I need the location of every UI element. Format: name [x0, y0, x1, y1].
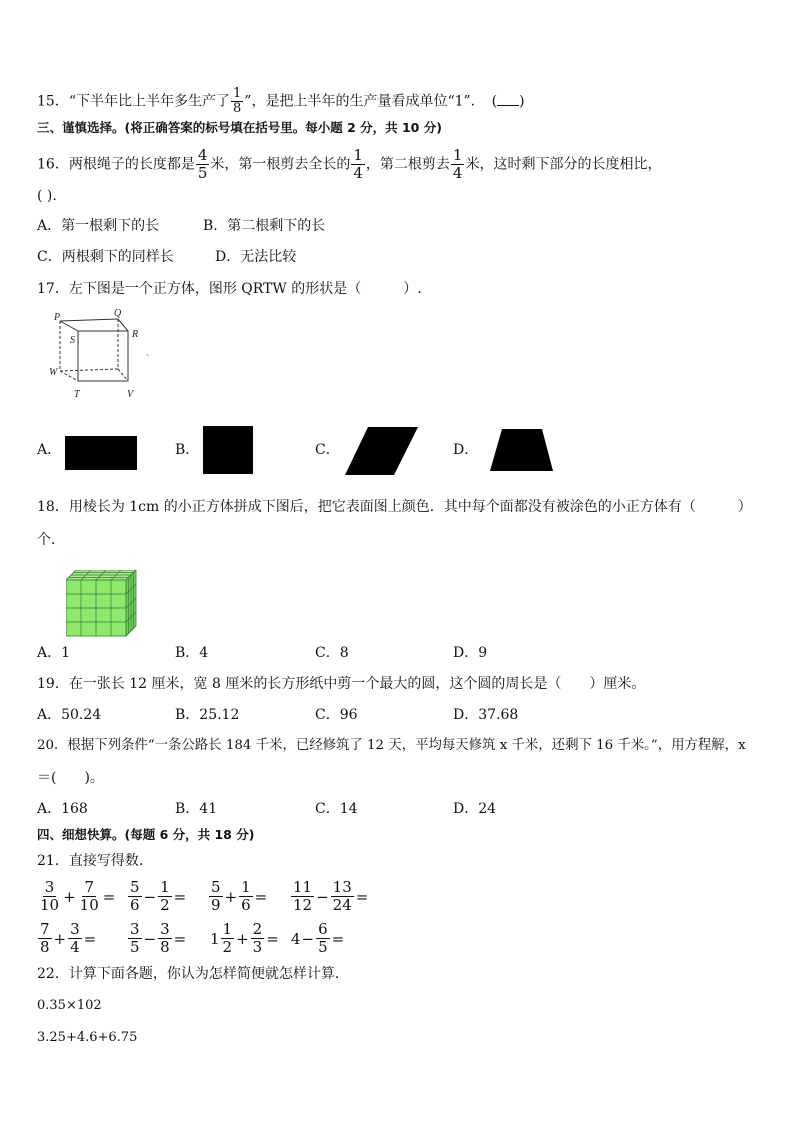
q19-option-d[interactable]: D．37.68 — [453, 707, 519, 723]
q19-option-b[interactable]: B．25.12 — [175, 707, 240, 723]
question-16: 16．两根绳子的长度都是 $\frac{4}{5}$ 米，第一根剪去全长的 $\frac{1}{4}$ ，第二根剪去 $\frac{1}{4}$ 米，这时剩下部分的长度相比， — [37, 146, 662, 182]
q16-fraction-3: $\frac{1}{4}$ — [452, 146, 463, 182]
calc-expression: $\frac{5}{6}$ − $\frac{1}{2}$ = — [130, 878, 187, 914]
question-17: 17．左下图是一个正方体，图形 QRTW 的形状是（ ）. — [37, 281, 422, 297]
section-4-heading: 四、细想快算。(每题 6 分，共 18 分) — [37, 827, 255, 842]
q17-cube-figure — [48, 307, 158, 403]
q16-option-b[interactable]: B．第二根剩下的长 — [203, 218, 326, 234]
q18-text-line2: 个． — [37, 532, 65, 548]
q16-fraction-1: $\frac{4}{5}$ — [197, 146, 208, 182]
question-20: 20．根据下列条件“一条公路长 184 千米，已经修筑了 12 天，平均每天修筑 x 千米，还剩下 16 千米。”，用方程解，x — [37, 738, 746, 753]
label-W: W — [49, 367, 58, 378]
q17-option-c[interactable]: C． — [315, 442, 340, 458]
q18-option-c[interactable]: C．8 — [315, 645, 349, 661]
label-R: R — [132, 329, 139, 340]
label-P: P — [54, 312, 61, 323]
q18-option-b[interactable]: B．4 — [175, 645, 209, 661]
q22-expression-1: 0.35×102 — [37, 998, 102, 1013]
q20-option-a[interactable]: A．168 — [37, 801, 88, 817]
calc-expression: $\frac{3}{10}$ + $\frac{7}{10}$ = — [40, 878, 116, 914]
q18-option-a[interactable]: A．1 — [37, 645, 71, 661]
q16-option-c[interactable]: C．两根剩下的同样长 — [37, 249, 174, 265]
q16-option-a[interactable]: A．第一根剩下的长 — [37, 218, 160, 234]
q20-option-b[interactable]: B．41 — [175, 801, 218, 817]
q18-option-d[interactable]: D．9 — [453, 645, 488, 661]
q19-option-a[interactable]: A．50.24 — [37, 707, 102, 723]
q15-number: 15． — [37, 93, 69, 110]
q17-option-d[interactable]: D． — [453, 442, 479, 458]
label-S: S — [70, 335, 75, 346]
q16-answer-parens[interactable]: ( ). — [37, 188, 57, 204]
label-V: V — [127, 389, 134, 400]
calc-expression: $\frac{3}{5}$ − $\frac{3}{8}$ = — [130, 920, 187, 956]
calc-expression: $\frac{11}{12}$ − $\frac{13}{24}$ = — [293, 878, 369, 914]
q19-option-c[interactable]: C．96 — [315, 707, 358, 723]
q16-option-d[interactable]: D．无法比较 — [215, 249, 297, 265]
q17-shape-b-square[interactable] — [202, 425, 254, 475]
q15-text-pre: “下半年比上半年多生产了 — [68, 93, 230, 110]
q15-fraction: $\frac{1}{8}$ — [233, 86, 242, 116]
q20-text-line2: ＝( )。 — [37, 770, 104, 786]
calc-expression: $\frac{7}{8}$ + $\frac{3}{4}$ = — [40, 920, 97, 956]
q17-shape-c-parallelogram[interactable] — [344, 426, 420, 476]
section-3-heading: 三、谨慎选择。(将正确答案的标号填在括号里。每小题 2 分，共 10 分) — [37, 120, 442, 135]
q22-expression-2: 3.25+4.6+6.75 — [37, 1030, 138, 1045]
svg-text:、: 、 — [146, 348, 154, 357]
question-19: 19．在一张长 12 厘米，宽 8 厘米的长方形纸中剪一个最大的圆，这个圆的周长是（ ）厘米。 — [37, 676, 646, 692]
calc-expression: $\frac{5}{9}$ + $\frac{1}{6}$ = — [211, 878, 268, 914]
q20-option-c[interactable]: C．14 — [315, 801, 358, 817]
q17-option-b[interactable]: B． — [175, 442, 200, 458]
q15-answer-blank[interactable] — [497, 93, 519, 106]
q18-green-cube-figure — [66, 570, 138, 638]
calc-expression: 1 $\frac{1}{2}$ + $\frac{2}{3}$ = — [210, 920, 279, 956]
calc-expression: 4 − $\frac{6}{5}$ = — [291, 920, 345, 956]
q17-shape-a-rectangle[interactable] — [64, 435, 138, 471]
q17-option-a[interactable]: A． — [37, 442, 62, 458]
label-Q: Q — [114, 308, 122, 319]
q15-text-post: ”，是把上半年的生产量看成单位“1”． ( — [244, 93, 498, 110]
q17-shape-d-trapezoid[interactable] — [489, 428, 555, 472]
q20-option-d[interactable]: D．24 — [453, 801, 497, 817]
question-15: 15．“下半年比上半年多生产了 $\frac{1}{8}$ ”，是把上半年的生产量看成单位“1”． ( ) — [37, 86, 525, 116]
q16-fraction-2: $\frac{1}{4}$ — [353, 146, 363, 182]
question-21: 21．直接写得数． — [37, 853, 153, 869]
label-T: T — [74, 389, 80, 400]
question-18: 18．用棱长为 1cm 的小正方体拼成下图后，把它表面图上颜色．其中每个面都没有被涂色的小正方体有（ ） — [37, 499, 752, 515]
question-22: 22．计算下面各题，你认为怎样简便就怎样计算． — [37, 966, 349, 982]
